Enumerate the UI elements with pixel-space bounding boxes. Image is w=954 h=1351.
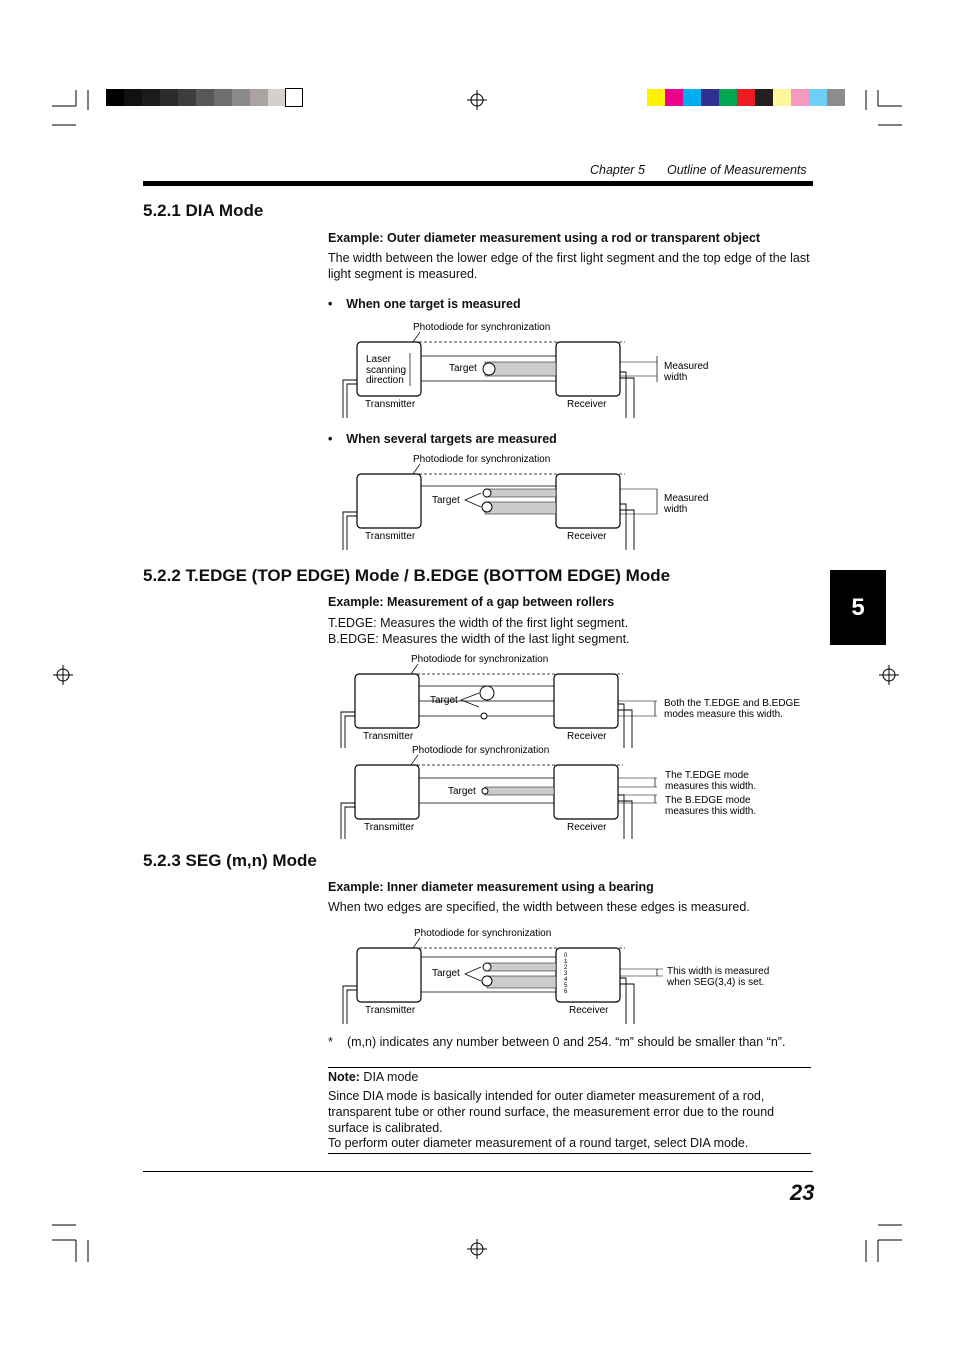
paragraph: The width between the lower edge of the first light segment and the top edge of the last light segment is measured.: [328, 251, 810, 281]
example-title: Example: Outer diameter measurement using a rod or transparent object: [328, 231, 761, 245]
svg-text:4: 4: [564, 977, 568, 983]
footnote-mark: *: [328, 1035, 333, 1049]
svg-text:5: 5: [564, 983, 568, 989]
tedge-line: T.EDGE: Measures the width of the first light segment.: [328, 616, 629, 630]
svg-text:modes measure this width.: modes measure this width.: [664, 709, 783, 720]
example-title: Example: Inner diameter measurement using a bearing: [328, 880, 654, 894]
svg-text:Measured: Measured: [664, 493, 709, 504]
chapter-title: Outline of Measurements: [667, 163, 807, 177]
transmitter-label: Transmitter: [365, 399, 416, 410]
svg-text:Target: Target: [448, 786, 476, 797]
svg-text:Photodiode for synchronization: Photodiode for synchronization: [412, 745, 550, 756]
svg-text:direction: direction: [366, 375, 404, 386]
svg-text:Photodiode for synchronization: Photodiode for synchronization: [413, 454, 551, 465]
section-heading-dia: 5.2.1 DIA Mode: [143, 201, 264, 220]
svg-text:Receiver: Receiver: [567, 531, 607, 542]
svg-text:width: width: [664, 372, 688, 383]
figure-dia-one-target: [335, 318, 735, 418]
svg-text:The T.EDGE mode: The T.EDGE mode: [665, 770, 749, 781]
svg-text:Receiver: Receiver: [567, 822, 607, 833]
note-body: Since DIA mode is basically intended for outer diameter measurement of a rod, transparent tube or other round surface, the measurement error due to the round surface is calibrated.: [328, 1089, 775, 1135]
svg-text:Target: Target: [432, 968, 460, 979]
svg-text:measures this width.: measures this width.: [665, 806, 757, 817]
section-heading-seg: 5.2.3 SEG (m,n) Mode: [143, 851, 317, 870]
section-heading-edge: 5.2.2 T.EDGE (TOP EDGE) Mode / B.EDGE (BOTTOM EDGE) Mode: [143, 566, 671, 585]
svg-text:Transmitter: Transmitter: [365, 531, 416, 542]
photodiode-label: Photodiode for synchronization: [413, 322, 551, 333]
page-number: 23: [790, 1180, 815, 1205]
svg-text:Target: Target: [449, 363, 477, 374]
bullet-one-target: • When one target is measured: [328, 297, 521, 311]
header-rule: [143, 181, 813, 186]
svg-text:width: width: [664, 504, 688, 515]
svg-text:2: 2: [564, 965, 568, 971]
svg-text:3: 3: [564, 971, 568, 977]
svg-text:Photodiode for synchronization: Photodiode for synchronization: [411, 654, 549, 665]
svg-text:Target: Target: [430, 695, 458, 706]
svg-text:Laser: Laser: [366, 354, 392, 365]
note-bottom-rule: [328, 1153, 811, 1154]
svg-text:Photodiode for synchronization: Photodiode for synchronization: [414, 928, 552, 939]
svg-text:Transmitter: Transmitter: [363, 731, 414, 742]
svg-text:scanning: scanning: [366, 365, 407, 376]
svg-text:Receiver: Receiver: [569, 1005, 609, 1016]
svg-text:The B.EDGE mode: The B.EDGE mode: [665, 795, 751, 806]
note-body-2: To perform outer diameter measurement of a round target, select DIA mode.: [328, 1136, 749, 1150]
figure-tedge-bedge: [333, 741, 813, 839]
svg-text:6: 6: [564, 989, 568, 995]
footer-rule: [143, 1171, 813, 1172]
chapter-label: Chapter 5: [590, 163, 645, 177]
svg-text:1: 1: [564, 959, 568, 965]
figure-seg: [335, 924, 795, 1024]
receiver-box: [556, 342, 620, 396]
svg-text:This width is measured: This width is measured: [667, 966, 770, 977]
chapter-tab: 5: [830, 570, 886, 645]
light-beam: [485, 362, 556, 376]
svg-text:when SEG(3,4) is set.: when SEG(3,4) is set.: [667, 977, 765, 988]
figure-dia-several-targets: [335, 450, 735, 550]
svg-text:0: 0: [564, 953, 568, 959]
registration-target-top: [467, 90, 487, 110]
note-top-rule: [328, 1067, 811, 1068]
figure-edge-gap: [333, 650, 813, 748]
svg-text:Measured: Measured: [664, 361, 709, 372]
svg-text:Transmitter: Transmitter: [365, 1005, 416, 1016]
registration-target-left: [53, 665, 73, 685]
paragraph: When two edges are specified, the width between these edges is measured.: [328, 900, 750, 914]
svg-text:Both the T.EDGE and B.EDGE: Both the T.EDGE and B.EDGE: [664, 698, 800, 709]
svg-text:Receiver: Receiver: [567, 731, 607, 742]
registration-target-right: [879, 665, 899, 685]
receiver-label: Receiver: [567, 399, 607, 410]
note-heading: Note: DIA mode: [328, 1070, 419, 1084]
target-circle: [483, 363, 495, 375]
bullet-several-targets: • When several targets are measured: [328, 432, 557, 446]
bedge-line: B.EDGE: Measures the width of the last light segment.: [328, 632, 630, 646]
footnote: (m,n) indicates any number between 0 and 254. “m” should be smaller than “n”.: [347, 1035, 786, 1049]
svg-text:measures this width.: measures this width.: [665, 781, 757, 792]
registration-target-bottom: [467, 1239, 487, 1259]
svg-text:Transmitter: Transmitter: [364, 822, 415, 833]
svg-text:Target: Target: [432, 495, 460, 506]
example-title: Example: Measurement of a gap between rollers: [328, 595, 615, 609]
